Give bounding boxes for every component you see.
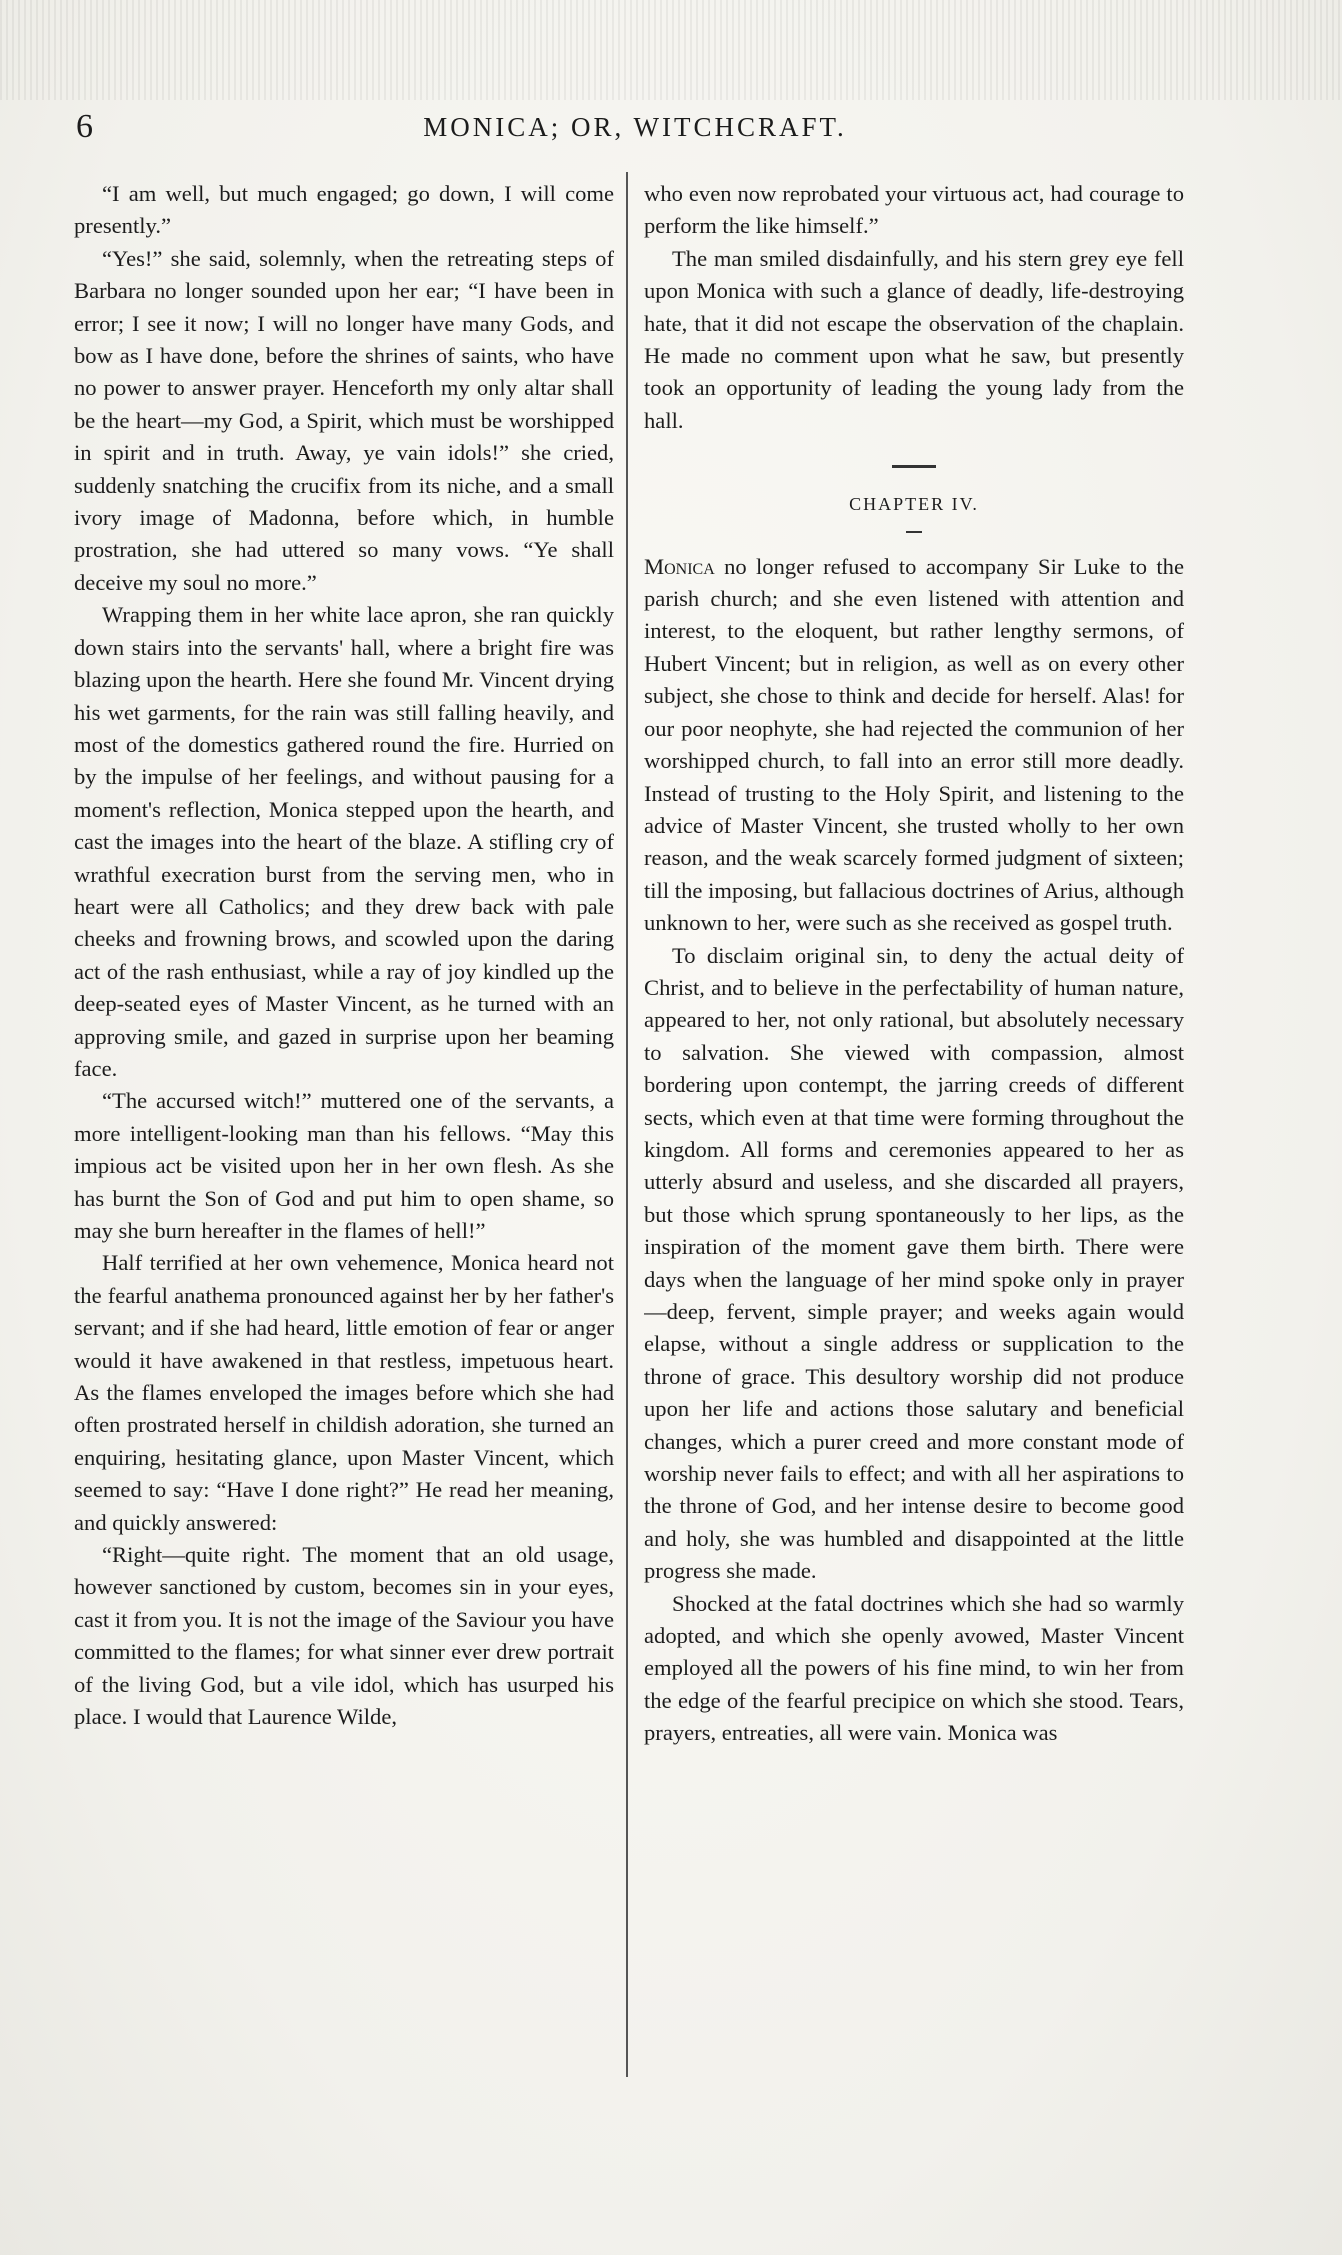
paragraph: Wrapping them in her white lace apron, she ran quickly down stairs into the servants' hall, where a bright fire was blazing upon the hearth. Here she found Mr. Vincent drying his wet garments, for the rain was still falling heavily, and most of the domestics gathered round the fire. Hurried on by the impulse of her feelings, and without pausing for a moment's reflection, Monica stepped upon the hearth, and cast the images into the heart of the blaze. A stifling cry of wrathful execration burst from the serving men, who in heart were all Catholics; and they drew back with pale cheeks and frowning brows, and scowled upon the daring act of the rash enthusiast, while a ray of joy kindled up the deep-seated eyes of Master Vincent, as he turned with an approving smile, and gazed in surprise upon her beaming face.: [74, 602, 614, 1081]
paragraph: “Right—quite right. The moment that an old usage, however sanctioned by custom, becomes sin in your eyes, cast it from you. It is not the image of the Saviour you have committed to the flames; for what sinner ever drew portrait of the living God, but a vile idol, which has usurped his place. I would that Laurence Wilde,: [74, 1542, 614, 1730]
right-column: [644, 178, 1184, 2188]
paragraph: Shocked at the fatal doctrines which she had so warmly adopted, and which she openly avowed, Master Vincent employed all the powers of his fine mind, to win her from the edge of the fearful precipice on which she stood. Tears, prayers, entreaties, all were vain. Monica was: [644, 1590, 1184, 1746]
paragraph: “The accursed witch!” muttered one of the servants, a more intelligent-looking man than his fellows. “May this impious act be visited upon her in her own flesh. As she has burnt the Son of God and put him to open shame, so may she burn hereafter in the flames of hell!”: [74, 1088, 614, 1243]
page-header: [70, 108, 1200, 154]
chapter-heading: CHAPTER IV.: [849, 494, 979, 515]
section-rule: [892, 465, 936, 468]
chapter-break: [644, 465, 1184, 532]
chapter-first-paragraph-text: no longer refused to accompany Sir Luke to the parish church; and she even listened with attention and interest, to the eloquent, but rather lengthy sermons, of Hubert Vincent; but in religion, as well as on every other subject, she chose to think and decide for herself. Alas! for our poor neophyte, she had rejected the communion of her worshipped church, to fall into an error still more deadly. Instead of trusting to the Holy Spirit, and listening to the advice of Master Vincent, she trusted wholly to her own reason, and the weak scarcely formed judgment of sixteen; till the imposing, but fallacious doctrines of Arius, although unknown to her, were such as she received as gospel truth.: [644, 553, 1184, 936]
chapter-underline: [906, 531, 922, 533]
left-column: [74, 178, 614, 2188]
paragraph: To disclaim original sin, to deny the actual deity of Christ, and to believe in the perfectability of human nature, appeared to her, not only rational, but absolutely necessary to salvation. She viewed with compassion, almost bordering upon contempt, the jarring creeds of different sects, which even at that time were forming throughout the kingdom. All forms and ceremonies appeared to her as utterly absurd and useless, and she discarded all prayers, but those which sprung spontaneously to her lips, as the inspiration of the moment gave them birth. There were days when the language of her mind spoke only in prayer—deep, fervent, simple prayer; and weeks again would elapse, without a single address or supplication to the throne of grace. This desultory worship did not produce upon her life and actions those salutary and beneficial changes, which a purer creed and more constant mode of worship never fails to effect; and with all her aspirations to the throne of God, and her intense desire to become good and holy, she was humbled and disappointed at the little progress she made.: [644, 942, 1184, 1584]
chapter-opening-paragraph: [644, 551, 1184, 940]
column-divider: [626, 172, 628, 2077]
paragraph-continuation: who even now reprobated your virtuous act, had courage to perform the like himself.”: [644, 181, 1184, 239]
paragraph: “I am well, but much engaged; go down, I will come presently.”: [74, 181, 614, 239]
scan-noise-band: [0, 0, 1342, 100]
running-title: MONICA; OR, WITCHCRAFT.: [423, 112, 847, 142]
paragraph: Half terrified at her own vehemence, Monica heard not the fearful anathema pronounced against her by her father's servant; and if she had heard, little emotion of fear or anger would it have awakened in that restless, impetuous heart. As the flames enveloped the images before which she had often prostrated herself in childish adoration, she turned an enquiring, hesitating glance, upon Master Vincent, which seemed to say: “Have I done right?” He read her meaning, and quickly answered:: [74, 1250, 614, 1535]
chapter-first-word: Monica: [644, 553, 715, 579]
paragraph: “Yes!” she said, solemnly, when the retreating steps of Barbara no longer sounded upon her ear; “I have been in error; I see it now; I will no longer have many Gods, and bow as I have done, before the shrines of saints, who have no power to answer prayer. Henceforth my only altar shall be the heart—my God, a Spirit, which must be worshipped in spirit and in truth. Away, ye vain idols!” she cried, suddenly snatching the crucifix from its niche, and a small ivory image of Madonna, before which, in humble prostration, she had uttered so many vows. “Ye shall deceive my soul no more.”: [74, 245, 614, 595]
page-number: 6: [76, 108, 93, 145]
paragraph: The man smiled disdainfully, and his stern grey eye fell upon Monica with such a glance of deadly, life-destroying hate, that it did not escape the observation of the chaplain. He made no comment upon what he saw, but presently took an opportunity of leading the young lady from the hall.: [644, 245, 1184, 433]
